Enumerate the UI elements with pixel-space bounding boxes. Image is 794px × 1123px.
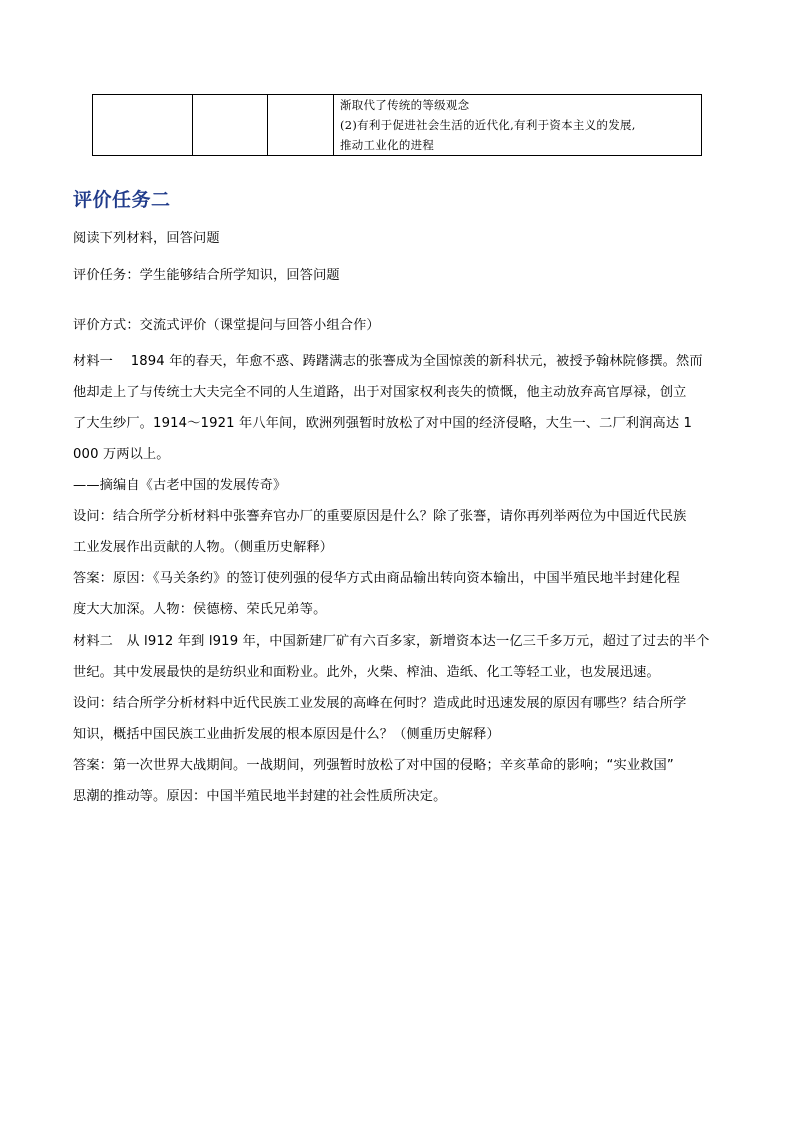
paragraph-line: 他却走上了与传统士大夫完全不同的人生道路，出于对国家权利丧失的愤慨，他主动放弃高官厚禄，创立	[73, 385, 687, 400]
table-text-line: 推动工业化的进程	[340, 138, 435, 152]
answer-line: 思潮的推动等。原因：中国半殖民地半封建的社会性质所决定。	[73, 789, 447, 804]
paragraph-line: 材料二 从 l912 年到 l919 年，中国新建厂矿有六百多家，新增资本达一亿三千多万元，超过了过去的半个	[73, 634, 710, 649]
table-text-line: (2)有利于促进社会生活的近代化,有利于资本主义的发展,	[340, 118, 636, 132]
question-line: 设问：结合所学分析材料中张謇弃官办厂的重要原因是什么？除了张謇，请你再列举两位为中国近代民族	[73, 509, 687, 524]
table-cell-text	[334, 95, 701, 155]
paragraph-line: 了大生纱厂。1914～1921 年八年间，欧洲列强暂时放松了对中国的经济侵略，大生一、二厂利润高达 1	[73, 416, 693, 431]
table-cell-4	[334, 95, 702, 156]
source-citation: ——摘编自《古老中国的发展传奇》	[73, 478, 287, 493]
table-text-line: 渐取代了传统的等级观念	[340, 98, 470, 112]
section-heading: 评价任务二	[73, 190, 171, 211]
method-line: 评价方式：交流式评价（课堂提问与回答小组合作）	[73, 318, 380, 333]
table-cell-1	[93, 95, 193, 156]
paragraph-line: 世纪。其中发展最快的是纺织业和面粉业。此外，火柴、榨油、造纸、化工等轻工业，也发展迅速。	[73, 665, 660, 680]
paragraph-line: 000 万两以上。	[73, 447, 170, 462]
answer-line: 答案：第一次世界大战期间。一战期间，列强暂时放松了对中国的侵略；辛亥革命的影响；“实业救国”	[73, 758, 674, 773]
answer-line: 度大大加深。人物：侯德榜、荣氏兄弟等。	[73, 602, 327, 617]
task-line: 评价任务：学生能够结合所学知识，回答问题	[73, 268, 340, 283]
question-line: 工业发展作出贡献的人物。（侧重历史解释）	[73, 540, 334, 555]
answer-line: 答案：原因：《马关条约》的签订使列强的侵华方式由商品输出转向资本输出，中国半殖民地半封建化程	[73, 571, 680, 586]
table-row	[93, 95, 702, 156]
question-line: 设问：结合所学分析材料中近代民族工业发展的高峰在何时？造成此时迅速发展的原因有哪些？结合所学	[73, 696, 687, 711]
continuation-table	[92, 94, 702, 156]
instruction-line: 阅读下列材料，回答问题	[73, 231, 220, 246]
paragraph-line: 材料一 1894 年的春天，年愈不惑、踌躇满志的张謇成为全国惊羡的新科状元，被授予翰林院修撰。然而	[73, 354, 703, 369]
question-line: 知识，概括中国民族工业曲折发展的根本原因是什么？（侧重历史解释）	[73, 727, 500, 742]
table-cell-2	[193, 95, 268, 156]
table-cell-3	[268, 95, 334, 156]
